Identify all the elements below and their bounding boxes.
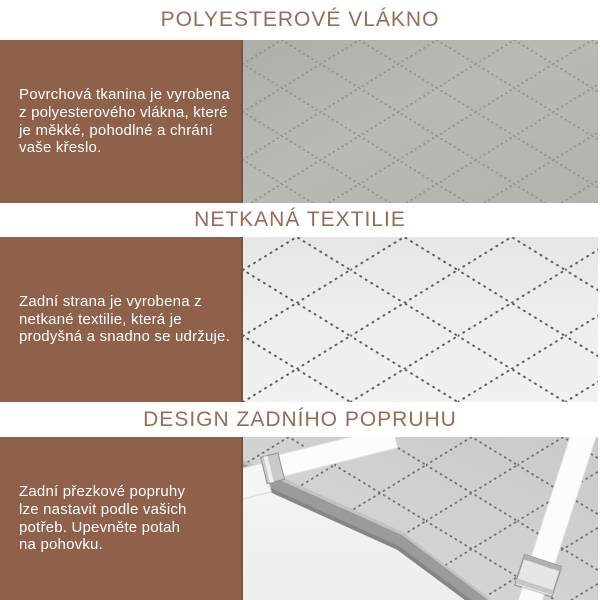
description-panel-back-strap: [0, 437, 243, 600]
fabric-photo-polyester: [243, 40, 598, 203]
description-line: Povrchová tkanina je vyrobena: [19, 86, 230, 104]
section-title-nonwoven: NETKANÁ TEXTILIE: [0, 203, 600, 237]
section-polyester: [0, 40, 600, 203]
description-line: potřeb. Upevněte potah: [19, 518, 181, 536]
quilted-gray-fabric-image: [243, 40, 598, 203]
fabric-photo-nonwoven: [243, 237, 598, 402]
description-line: na pohovku.: [19, 536, 103, 554]
description-line: netkané textilie, která je: [19, 310, 182, 328]
description-line: prodyšná a snadno se udržuje.: [19, 328, 230, 346]
description-line: je měkké, pohodlné a chrání: [19, 121, 213, 139]
description-line: z polyesterového vlákna, které: [19, 103, 228, 121]
fabric-photo-back-strap: [243, 437, 598, 600]
quilted-white-fabric-image: [243, 237, 598, 402]
section-title-polyester: POLYESTEROVÉ VLÁKNO: [0, 0, 600, 40]
description-line: Zadní přezkové popruhy: [19, 483, 186, 501]
section-nonwoven: [0, 237, 600, 402]
description-line: lze nastavit podle vašich: [19, 500, 187, 518]
section-back-strap: [0, 437, 600, 600]
description-text: [19, 483, 187, 553]
description-line: Zadní strana je vyrobena z: [19, 293, 202, 311]
description-text: [19, 293, 230, 346]
description-panel-polyester: [0, 40, 243, 203]
back-straps-buckles-image: [243, 437, 598, 600]
description-line: vaše křeslo.: [19, 139, 102, 157]
section-title-back-strap: DESIGN ZADNÍHO POPRUHU: [0, 402, 600, 437]
description-panel-nonwoven: [0, 237, 243, 402]
description-text: [19, 86, 230, 156]
